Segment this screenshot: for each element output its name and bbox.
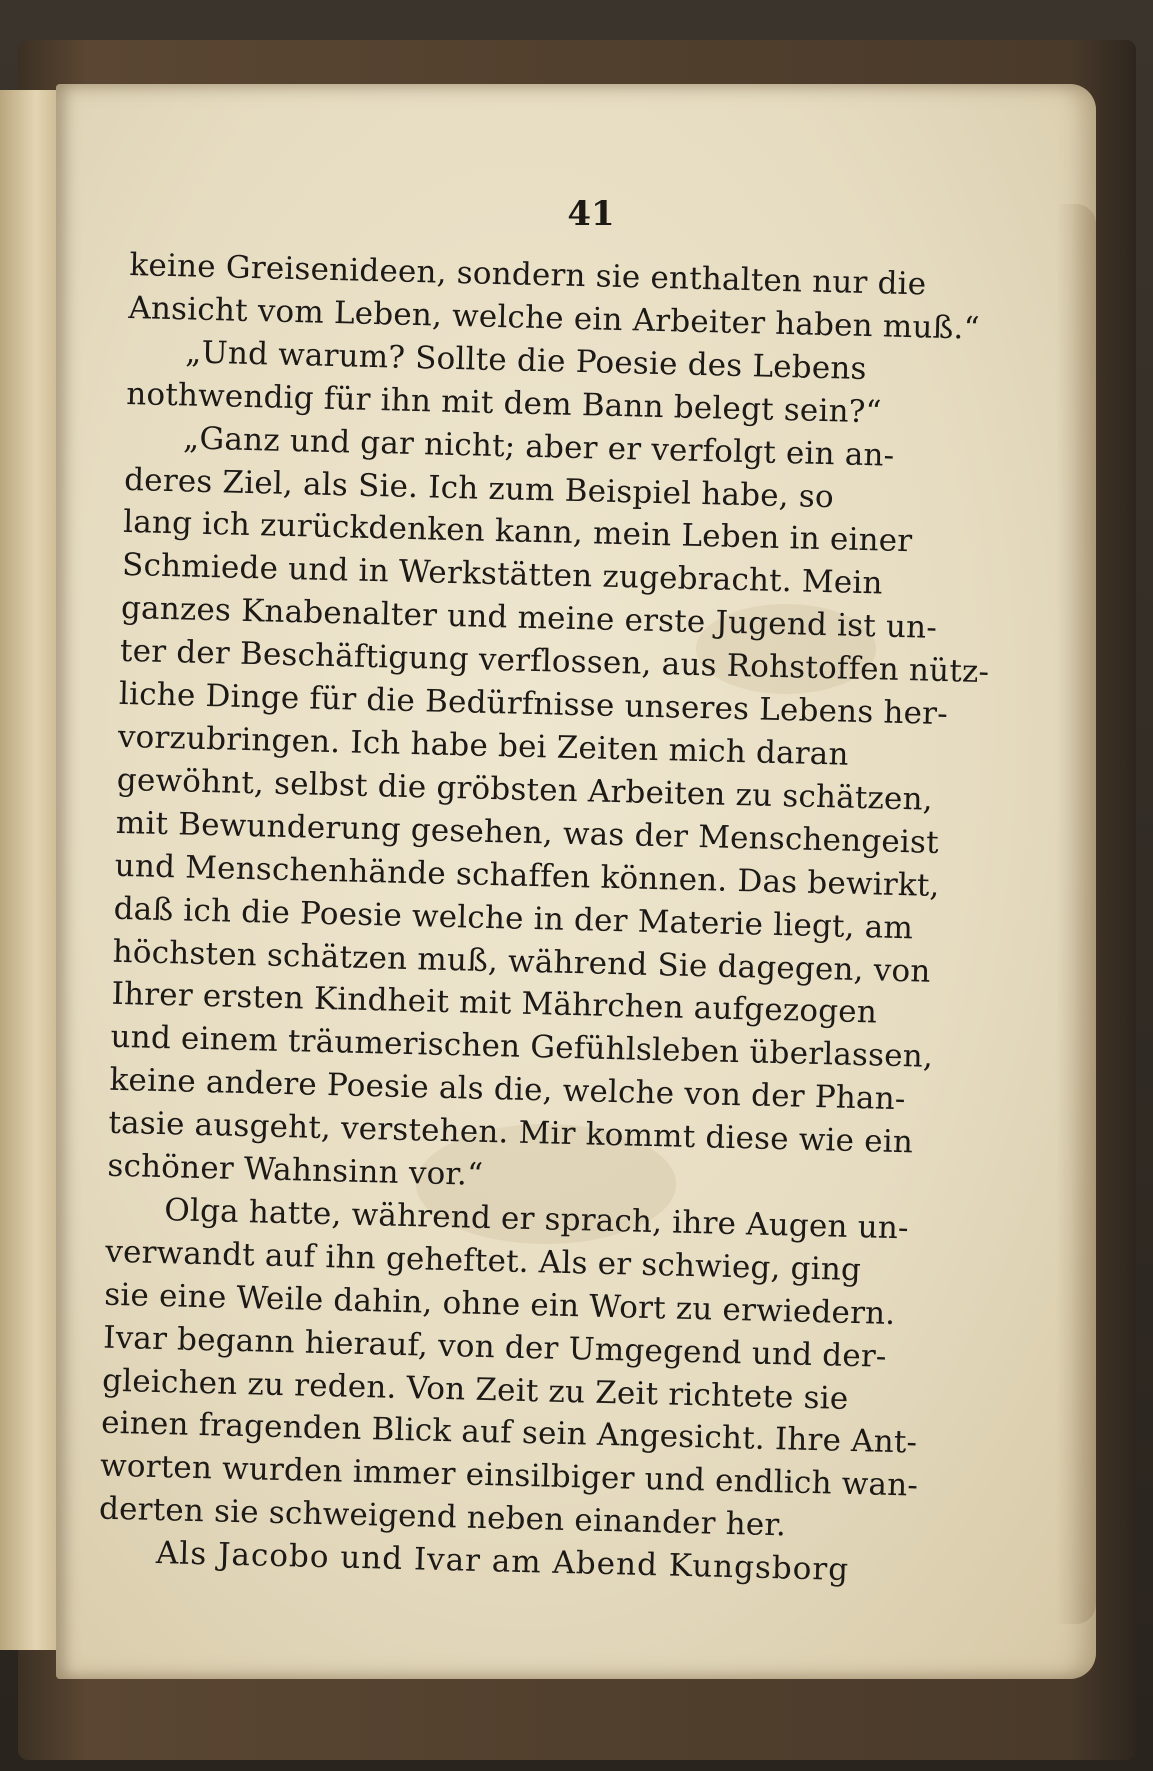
text-line: und Menschenhände schaffen können. Das bewirkt, bbox=[114, 847, 940, 904]
text-line: mit Bewunderung gesehen, was der Menschengeist bbox=[115, 804, 940, 861]
text-line: lang ich zurückdenken kann, mein Leben in einer bbox=[122, 504, 913, 560]
text-line: daß ich die Poesie welche in der Materie liegt, am bbox=[113, 890, 914, 946]
page-text bbox=[98, 244, 990, 1595]
text-line: Olga hatte, während er sprach, ihre Augen un- bbox=[163, 1192, 910, 1247]
text-line: ganzes Knabenalter und meine erste Jugend ist un- bbox=[120, 590, 938, 647]
text-line: gewöhnt, selbst die gröbsten Arbeiten zu schätzen, bbox=[116, 761, 934, 818]
text-line: keine Greisenideen, sondern sie enthalten nur die bbox=[129, 246, 927, 303]
text-line: und einem träumerischen Gefühlsleben überlassen, bbox=[110, 1019, 934, 1076]
text-line: liche Dinge für die Bedürfnisse unseres Lebens her- bbox=[118, 675, 949, 733]
text-line: schöner Wahnsinn vor.“ bbox=[107, 1147, 484, 1193]
text-line: nothwendig für ihn mit dem Bann belegt sein?“ bbox=[125, 375, 883, 431]
text-line: „Ganz und gar nicht; aber er verfolgt ein an- bbox=[182, 419, 895, 474]
text-line: sie eine Weile dahin, ohne ein Wort zu erwiedern. bbox=[103, 1276, 896, 1332]
text-line: Als Jacobo und Ivar am Abend Kungsborg bbox=[155, 1535, 850, 1589]
book-page bbox=[56, 84, 1096, 1679]
text-line: Ihrer ersten Kindheit mit Mährchen aufgezogen bbox=[111, 976, 878, 1031]
left-page-edge bbox=[0, 90, 62, 1650]
page-number: 41 bbox=[567, 194, 615, 234]
page-curl-shadow bbox=[1056, 204, 1096, 1624]
text-line: einen fragenden Blick auf sein Angesicht. Ihre Ant- bbox=[100, 1405, 918, 1462]
text-line: ter der Beschäftigung verflossen, aus Rohstoffen nütz- bbox=[119, 633, 990, 691]
text-line: deres Ziel, als Sie. Ich zum Beispiel habe, so bbox=[123, 461, 835, 515]
text-line: derten sie schweigend neben einander her. bbox=[98, 1490, 787, 1544]
text-line: keine andere Poesie als die, welche von der Phan- bbox=[109, 1061, 906, 1118]
text-line: tasie ausgeht, verstehen. Mir kommt diese wie ein bbox=[108, 1104, 914, 1161]
text-line: vorzubringen. Ich habe bei Zeiten mich daran bbox=[117, 718, 850, 773]
text-line: verwandt auf ihn geheftet. Als er schwieg, ging bbox=[104, 1233, 862, 1289]
text-line: „Und warum? Sollte die Poesie des Lebens bbox=[184, 334, 868, 387]
text-line: höchsten schätzen muß, während Sie dagegen, von bbox=[112, 933, 931, 990]
text-line: Ivar begann hierauf, von der Umgegend und der- bbox=[102, 1319, 888, 1375]
text-line: gleichen zu reden. Von Zeit zu Zeit richtete sie bbox=[101, 1362, 849, 1417]
text-line: Schmiede und in Werkstätten zugebracht. Mein bbox=[121, 547, 884, 602]
text-line: Ansicht vom Leben, welche ein Arbeiter haben muß.“ bbox=[127, 289, 981, 347]
text-line: worten wurden immer einsilbiger und endlich wan- bbox=[99, 1448, 919, 1504]
